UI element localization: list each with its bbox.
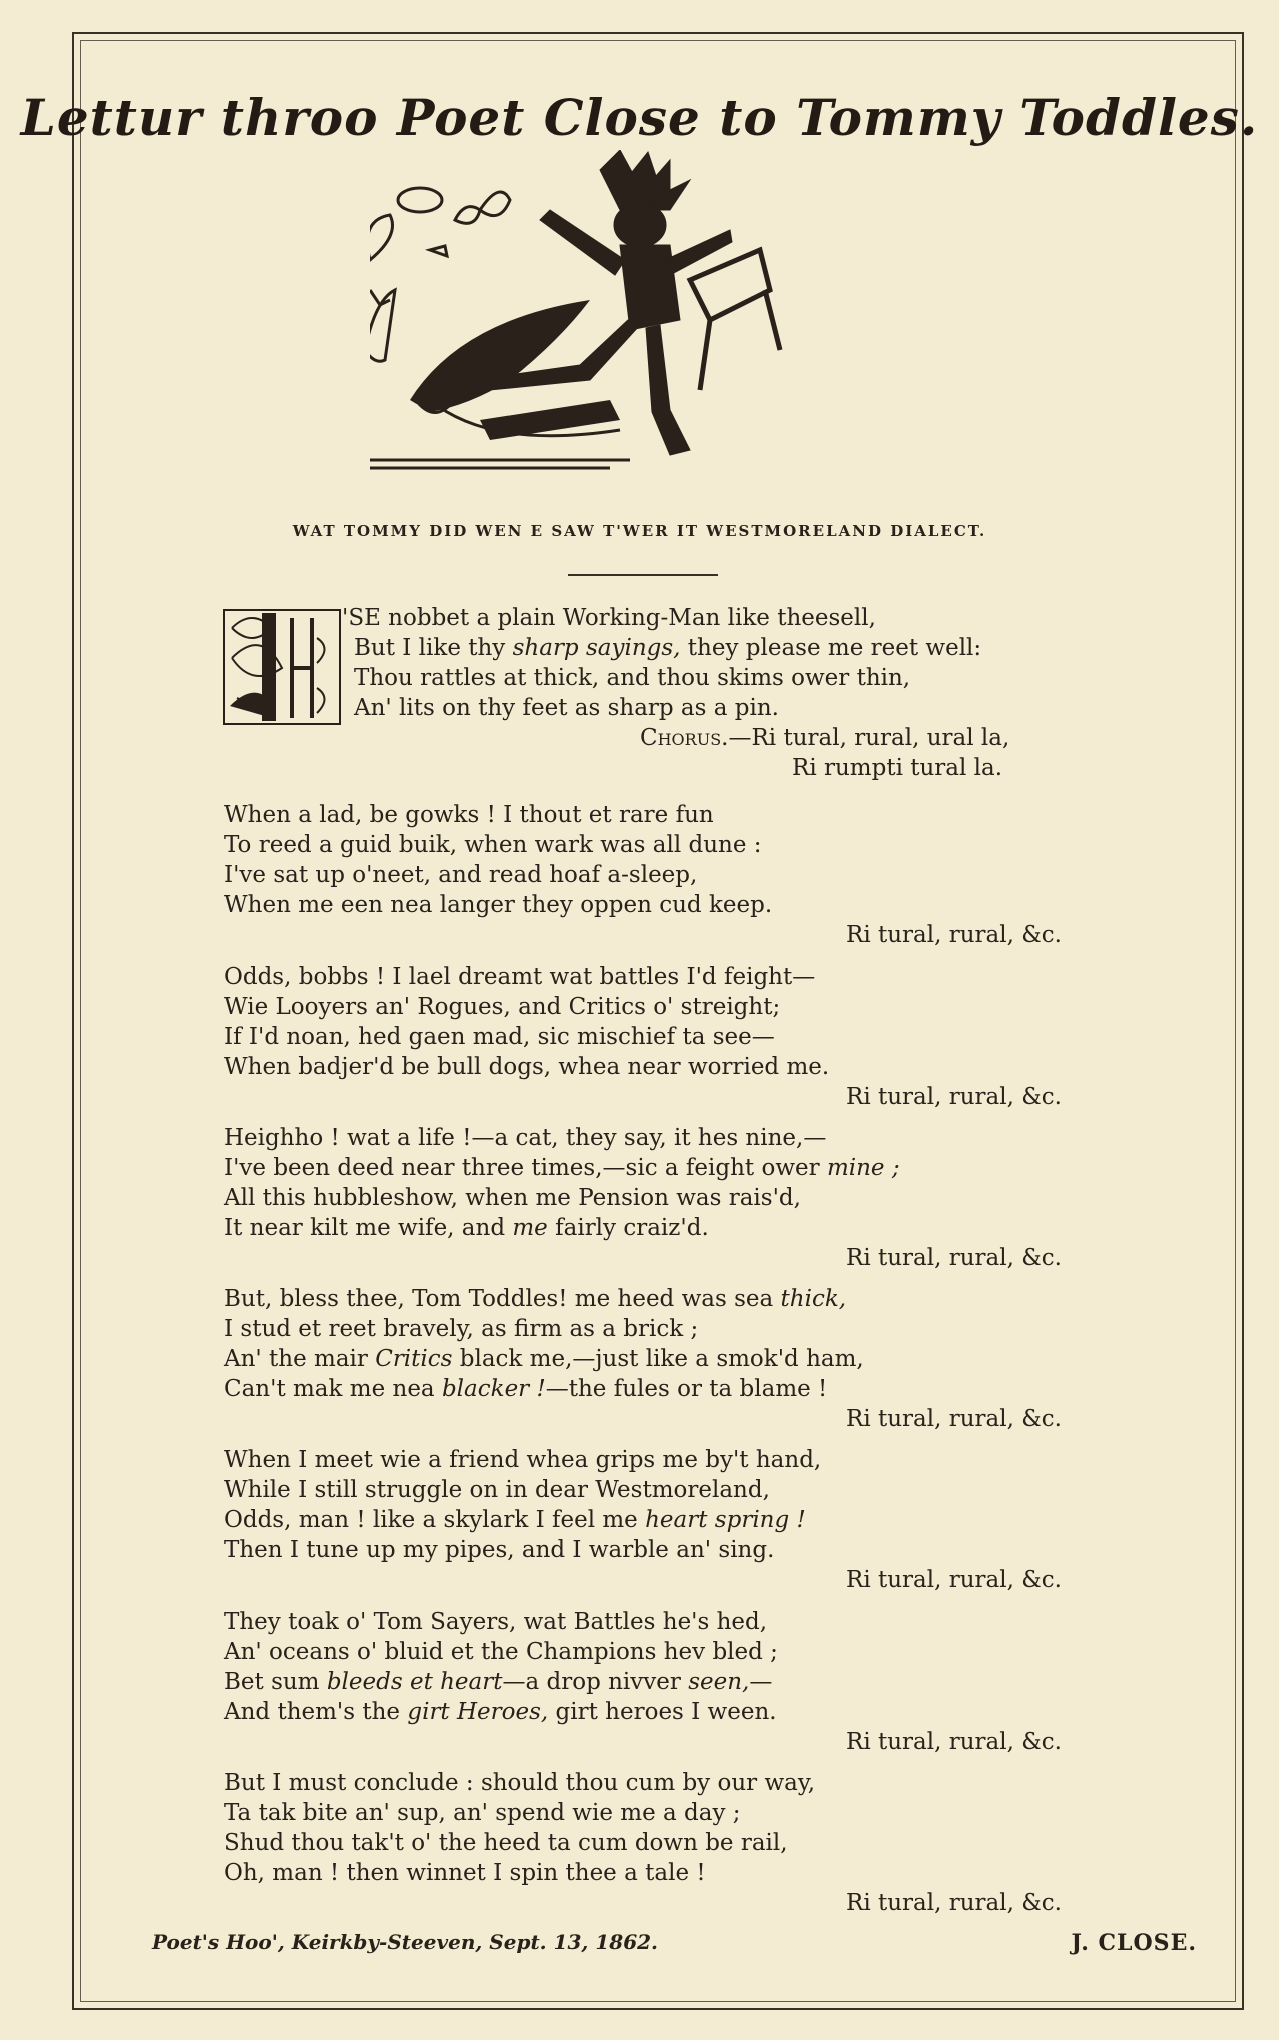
stanza5-line3: An' the mair Critics black me,—just like a smok'd ham,: [224, 1346, 864, 1372]
stanza5-line1: But, bless thee, Tom Toddles! me heed was sea thick,: [224, 1286, 847, 1312]
stanza4-line4: It near kilt me wife, and me fairly craiz'd.: [224, 1215, 709, 1241]
stanza1-line4: An' lits on thy feet as sharp as a pin.: [354, 695, 779, 721]
stanza5-line2: I stud et reet bravely, as firm as a brick ;: [224, 1316, 699, 1342]
page-title: Lettur throo Poet Close to Tommy Toddles.: [20, 88, 1259, 147]
stanza2-line3: I've sat up o'neet, and read hoaf a-sleep,: [224, 862, 698, 888]
stanza3-line3: If I'd noan, hed gaen mad, sic mischief ta see—: [224, 1024, 775, 1050]
stanza5-line4: Can't mak me nea blacker !—the fules or ta blame !: [224, 1376, 828, 1402]
stanza3-line1: Odds, bobbs ! I lael dreamt wat battles I'd feight—: [224, 964, 816, 990]
stanza8-line4: Oh, man ! then winnet I spin thee a tale !: [224, 1860, 706, 1886]
divider-rule: [568, 574, 718, 576]
stanza6-line1: When I meet wie a friend whea grips me by't hand,: [224, 1447, 822, 1473]
illustration-caption: WAT TOMMY DID WEN E SAW T'WER IT WESTMORELAND DIALECT.: [292, 522, 987, 540]
chorus-line2: Ri rumpti tural la.: [792, 755, 1003, 781]
refrain-4: Ri tural, rural, &c.: [846, 1245, 1062, 1271]
stanza3-line4: When badjer'd be bull dogs, whea near worried me.: [224, 1054, 830, 1080]
stanza4-line3: All this hubbleshow, when me Pension was rais'd,: [224, 1185, 801, 1211]
signature: J. CLOSE.: [1071, 1930, 1197, 1956]
stanza2-line2: To reed a guid buik, when wark was all dune :: [224, 832, 762, 858]
refrain-6: Ri tural, rural, &c.: [846, 1567, 1062, 1593]
stanza2-line4: When me een nea langer they oppen cud keep.: [224, 892, 773, 918]
stanza2-line1: When a lad, be gowks ! I thout et rare fun: [224, 802, 714, 828]
stanza7-line4: And them's the girt Heroes, girt heroes I ween.: [224, 1699, 777, 1725]
refrain-2: Ri tural, rural, &c.: [846, 922, 1062, 948]
stanza8-line3: Shud thou tak't o' the heed ta cum down be rail,: [224, 1830, 788, 1856]
refrain-3: Ri tural, rural, &c.: [846, 1084, 1062, 1110]
refrain-5: Ri tural, rural, &c.: [846, 1406, 1062, 1432]
stanza6-line3: Odds, man ! like a skylark I feel me heart spring !: [224, 1507, 806, 1533]
stanza1-line1: 'SE nobbet a plain Working-Man like theesell,: [342, 605, 876, 631]
stanza8-line2: Ta tak bite an' sup, an' spend wie me a day ;: [224, 1800, 741, 1826]
tommy-illustration: [370, 150, 910, 510]
stanza8-line1: But I must conclude : should thou cum by our way,: [224, 1770, 816, 1796]
stanza7-line2: An' oceans o' bluid et the Champions hev bled ;: [224, 1639, 778, 1665]
stanza3-line2: Wie Looyers an' Rogues, and Critics o' streight;: [224, 994, 781, 1020]
stanza4-line2: I've been deed near three times,—sic a feight ower mine ;: [224, 1155, 900, 1181]
stanza6-line4: Then I tune up my pipes, and I warble an' sing.: [224, 1537, 775, 1563]
stanza1-line2: But I like thy sharp sayings, they please me reet well:: [354, 635, 982, 661]
chorus-line1: Chorus.—Ri tural, rural, ural la,: [640, 725, 1010, 751]
stanza6-line2: While I still struggle on in dear Westmoreland,: [224, 1477, 770, 1503]
stanza7-line1: They toak o' Tom Sayers, wat Battles he's hed,: [224, 1609, 768, 1635]
stanza1-line3: Thou rattles at thick, and thou skims ower thin,: [354, 665, 911, 691]
footer-place-date: Poet's Hoo', Keirkby-Steeven, Sept. 13, 1862.: [152, 1930, 658, 1954]
stanza7-line3: Bet sum bleeds et heart—a drop nivver seen,—: [224, 1669, 773, 1695]
refrain-8: Ri tural, rural, &c.: [846, 1890, 1062, 1916]
stanza4-line1: Heighho ! wat a life !—a cat, they say, it hes nine,—: [224, 1125, 827, 1151]
refrain-7: Ri tural, rural, &c.: [846, 1729, 1062, 1755]
drop-cap-illustration: [222, 608, 342, 726]
